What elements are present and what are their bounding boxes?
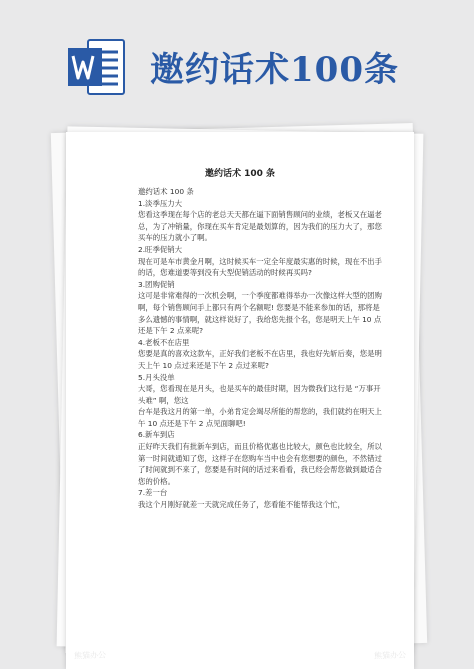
section-heading-2: 2.旺季促销大	[138, 244, 183, 254]
paragraph-7: 我这个月刚好就差一天就完成任务了，您看能不能帮我这个忙，	[138, 500, 345, 510]
section-heading-5: 5.月头没单	[138, 372, 175, 382]
section-heading-3: 3.团购促销	[138, 279, 175, 289]
paragraph-intro: 邀约话术 100 条	[138, 187, 194, 196]
section-heading-4: 4.老板不在店里	[138, 337, 190, 347]
document-title: 邀约话术 100 条	[204, 169, 276, 179]
paragraph-3: 这可是非常难得的一次机会啊，一个季度都难得举办一次像这样大型的团购啊，每个销售顾问手上都只有两个名额呢! 您要是不能来参加的话，那将是多么遗憾的事情啊，就这样说好了，我给您先报个名，您是明天上午 10 点还是下午 2 点来呢?	[138, 291, 382, 336]
paragraph-2: 现在可是车市黄金月啊，这时候买车一定全年度最实惠的时候，现在不出手的话，您难道要等到没有大型促销活动的时候再买吗?	[138, 256, 382, 278]
section-heading-6: 6.新车到店	[138, 430, 175, 440]
watermark-left: 熊猫办公	[73, 650, 107, 661]
document-body	[138, 186, 384, 511]
watermark-right: 熊猫办公	[373, 650, 407, 661]
paragraph-5b: 台车是我这月的第一单，小弟肯定会竭尽所能的帮您的，我们就约在明天上午 10 点还是下午 2 点见面聊吧!	[138, 407, 382, 428]
banner-title: 邀约话术100条	[150, 50, 399, 90]
paragraph-6: 正好昨天我们有批新车到店，而且价格优惠也比较大，颜色也比较全，所以第一时间就通知了您，这样子在您购车当中也会有您想要的颜色，不然错过了时间就到不来了，您要是有时间的话过来看看，我已经会帮您做到最适合您的价格。	[138, 442, 382, 486]
word-document-icon	[68, 36, 126, 98]
paragraph-1: 您看这季现在每个店的老总天天都在逼下面销售顾问的业绩，老板又在逼老总，为了冲销量，你现在买车肯定是最划算的，因为我们的压力大了，那您买车的压力就小了啊。	[138, 210, 382, 243]
header-banner	[0, 0, 474, 135]
paragraph-5a: 大哥，您看现在是月头，也是买车的最佳时期，因为微我们这行是 “万事开头难” 啊，您这	[138, 384, 381, 405]
section-heading-7: 7.差一台	[138, 488, 168, 498]
paragraph-4: 您要是真的喜欢这款车，正好我们老板不在店里，我也好先斩后奏，您是明天上午 10 点过来还是下午 2 点过来呢?	[138, 349, 382, 370]
document-page	[66, 132, 414, 669]
section-heading-1: 1.淡季压力大	[138, 198, 183, 208]
